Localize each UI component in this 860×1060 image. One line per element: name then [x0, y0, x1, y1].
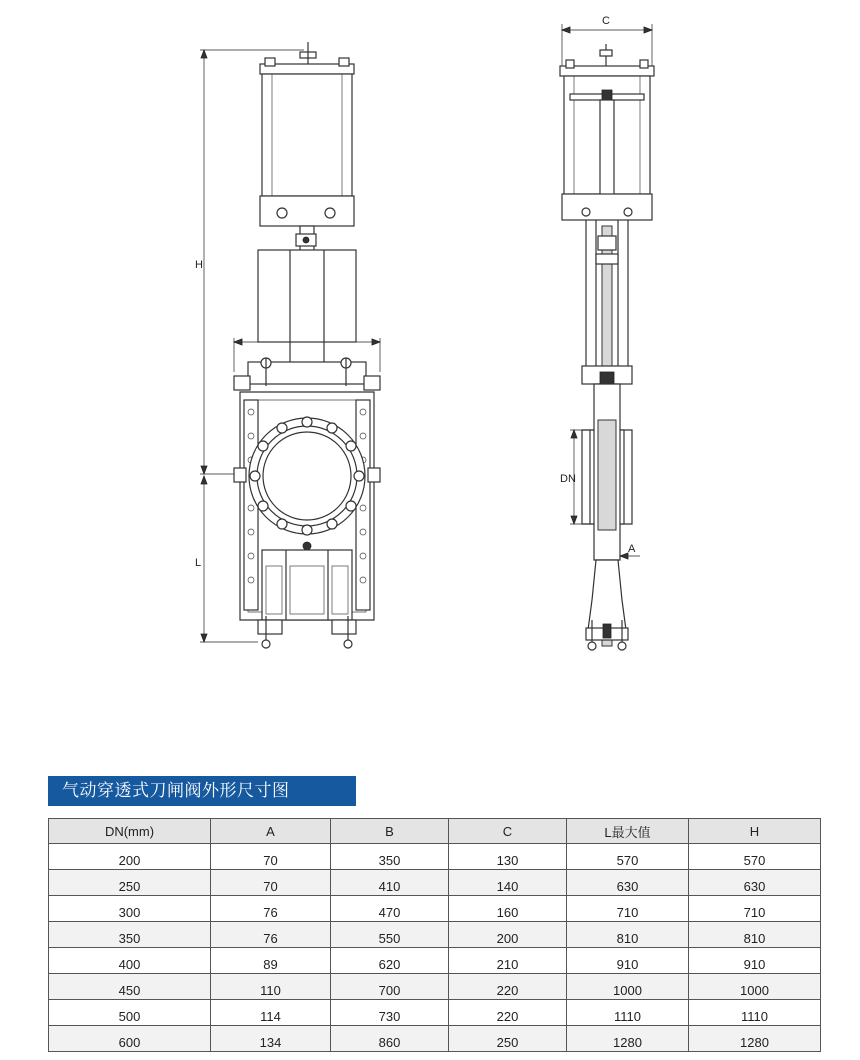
cell-c: 140 — [449, 870, 567, 896]
cell-l-max: 1280 — [567, 1026, 689, 1052]
cell-h: 570 — [689, 844, 821, 870]
cell-b: 550 — [331, 922, 449, 948]
cell-c: 210 — [449, 948, 567, 974]
table-row — [49, 896, 821, 922]
cell-l-max: 710 — [567, 896, 689, 922]
cell-a: 70 — [211, 870, 331, 896]
cell-c: 160 — [449, 896, 567, 922]
cell-l-max: 1000 — [567, 974, 689, 1000]
cell-dn: 200 — [49, 844, 211, 870]
cell-h: 1000 — [689, 974, 821, 1000]
cell-b: 620 — [331, 948, 449, 974]
cell-c: 250 — [449, 1026, 567, 1052]
cell-dn: 350 — [49, 922, 211, 948]
cell-a: 110 — [211, 974, 331, 1000]
cell-l-max: 570 — [567, 844, 689, 870]
cell-c: 200 — [449, 922, 567, 948]
cell-l-max: 630 — [567, 870, 689, 896]
dimension-table — [48, 818, 821, 1052]
cell-h: 710 — [689, 896, 821, 922]
column-header-c: C — [449, 819, 567, 844]
dim-label-a: A — [628, 543, 636, 555]
cell-h: 910 — [689, 948, 821, 974]
column-header-a: A — [211, 819, 331, 844]
table-row — [49, 948, 821, 974]
table-title: 气动穿透式刀闸阀外形尺寸图 — [48, 776, 356, 806]
cell-b: 410 — [331, 870, 449, 896]
dim-label-c: C — [602, 15, 610, 27]
cell-c: 220 — [449, 974, 567, 1000]
cell-a: 70 — [211, 844, 331, 870]
cell-dn: 400 — [49, 948, 211, 974]
cell-b: 470 — [331, 896, 449, 922]
table-row — [49, 1000, 821, 1026]
cell-h: 630 — [689, 870, 821, 896]
cell-c: 220 — [449, 1000, 567, 1026]
side-view — [560, 15, 654, 650]
cell-dn: 300 — [49, 896, 211, 922]
dimension-table-wrapper — [48, 818, 821, 1052]
cell-b: 350 — [331, 844, 449, 870]
cell-dn: 600 — [49, 1026, 211, 1052]
column-header-l-max: L最大值 — [567, 819, 689, 844]
cell-b: 860 — [331, 1026, 449, 1052]
cell-l-max: 1110 — [567, 1000, 689, 1026]
column-header-dn: DN(mm) — [49, 819, 211, 844]
cell-dn: 250 — [49, 870, 211, 896]
cell-b: 700 — [331, 974, 449, 1000]
table-header-row — [49, 819, 821, 844]
cell-a: 76 — [211, 922, 331, 948]
table-row — [49, 974, 821, 1000]
column-header-h: H — [689, 819, 821, 844]
cell-dn: 450 — [49, 974, 211, 1000]
cell-a: 76 — [211, 896, 331, 922]
cell-h: 810 — [689, 922, 821, 948]
cell-h: 1280 — [689, 1026, 821, 1052]
cell-a: 134 — [211, 1026, 331, 1052]
table-row — [49, 1026, 821, 1052]
cell-b: 730 — [331, 1000, 449, 1026]
cell-h: 1110 — [689, 1000, 821, 1026]
dim-label-h: H — [195, 259, 203, 271]
column-header-b: B — [331, 819, 449, 844]
cell-l-max: 810 — [567, 922, 689, 948]
dim-label-dn: DN — [560, 473, 576, 485]
cell-c: 130 — [449, 844, 567, 870]
cell-l-max: 910 — [567, 948, 689, 974]
table-row — [49, 922, 821, 948]
cell-a: 114 — [211, 1000, 331, 1026]
table-row — [49, 844, 821, 870]
cell-a: 89 — [211, 948, 331, 974]
front-view — [195, 42, 380, 648]
dim-label-l: L — [195, 557, 202, 569]
table-row — [49, 870, 821, 896]
cell-dn: 500 — [49, 1000, 211, 1026]
